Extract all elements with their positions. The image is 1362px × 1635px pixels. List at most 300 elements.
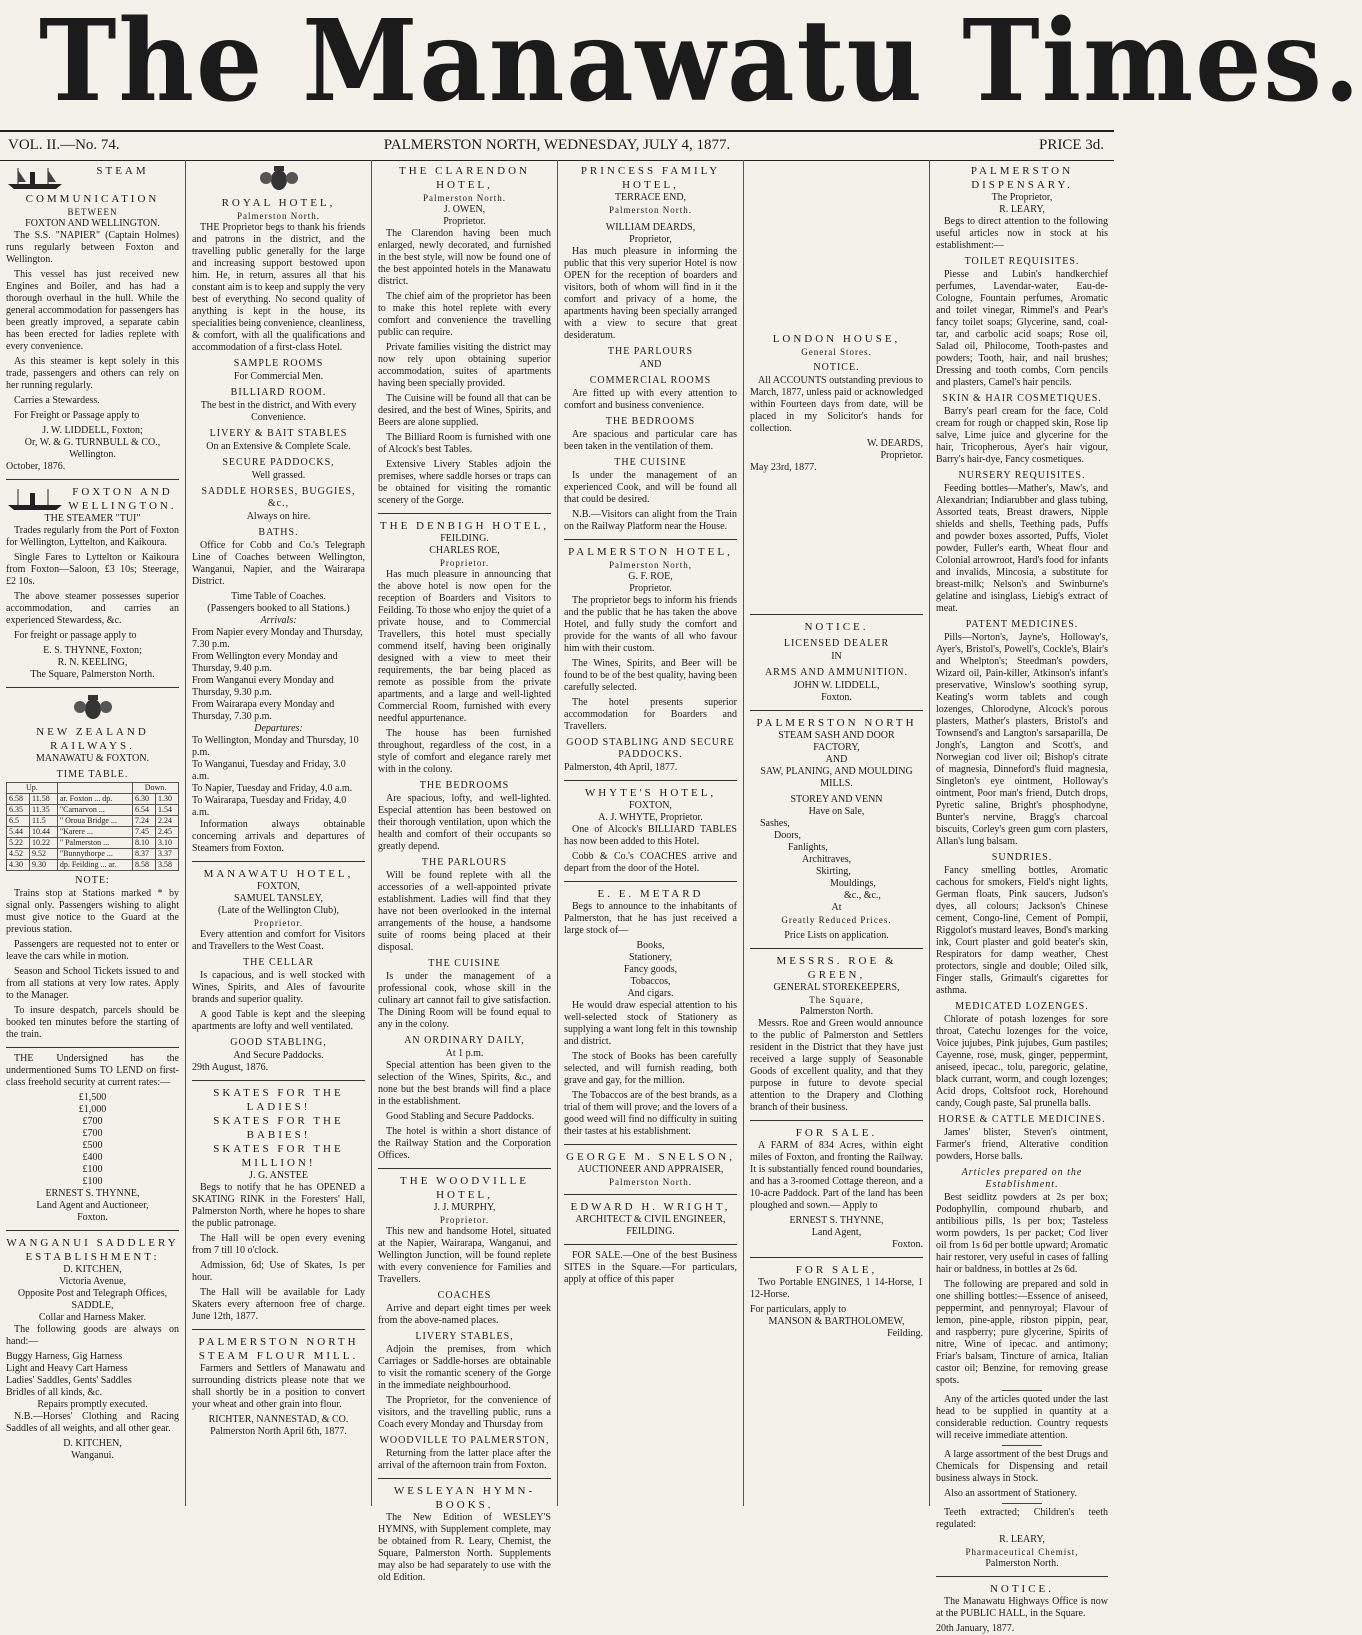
mana-place: FOXTON, — [257, 881, 300, 892]
disp-title: PALMERSTON DISPENSARY. — [970, 165, 1074, 191]
tui-p3: The above steamer possesses superior accommodation, and carries an experienced Stewardess, &c. — [6, 591, 179, 626]
1: 9.52 — [30, 849, 58, 860]
ad-business-site — [564, 1250, 737, 1286]
pns-title: PALMERSTON NORTH — [756, 717, 917, 729]
rail-sub: MANAWATU & FOXTON. — [35, 753, 150, 764]
3: Tobaccos, — [630, 976, 671, 987]
den-p4: Will be found replete with all the accessories of a well-appointed private establishment. Ladies will find that they have not been overlooked in the internal arrangements of the house, a handsome suite of rooms being placed at their disposal. — [378, 870, 551, 953]
tui-agent3: The Square, Palmerston North. — [30, 669, 155, 680]
fs2-p: Two Portable ENGINES, 1 14-Horse, 1 12-Horse. — [750, 1277, 923, 1300]
table-row — [7, 860, 179, 871]
rail-note1: Trains stop at Stations marked * by signal only. Passengers wishing to alight must give notice to the Guard at the previous station. — [6, 888, 179, 935]
ad-railways — [6, 693, 179, 1041]
pns-l2: FACTORY, — [813, 742, 860, 753]
met-p4: The Tobaccos are of the best brands, as a trial of them will prove; and the lovers of a good weed will find no difficulty in suiting their tastes at his establishment. — [564, 1090, 737, 1137]
clar-place: Palmerston North. — [423, 193, 506, 203]
wood-h3: WOODVILLE TO PALMERSTON, — [379, 1435, 550, 1446]
ad-denbigh-hotel — [378, 519, 551, 1162]
skate-p2: The Hall will be open every evening from 7 till 10 o'clock. — [192, 1233, 365, 1256]
4: And cigars. — [627, 988, 674, 999]
clar-p2: The chief aim of the proprietor has been to make this hotel replete with every comfort and convenience the travelling public can require. — [378, 291, 551, 338]
p-articles2: The following are prepared and sold in one shilling bottles:—Essence of aniseed, peppermint, and pennyroyal; Flavour of lemon, pine-apple, ribston pippin, pear, and raspberry; pure glycerine, Spirits of nitre, Wine of ipecac. and antimony; Friar's balsam, Tincture of arnica, Italian castor oil; Benzine, for removing grease spots. — [936, 1279, 1108, 1386]
place-date: PALMERSTON NORTH, WEDNESDAY, JULY 4, 1877. — [383, 137, 731, 153]
royal-crest-icon — [256, 164, 302, 194]
p-patent: Pills—Norton's, Jayne's, Holloway's, Ayer's, Bristol's, Powell's, Cockle's, Blair's and Whelpton's; Steedman's powders, Wizard oil, Pain-killer, Atkinson's infant's preservative, Winslow's soothing syrup, Keating's worm tablets and cough lozenges, Chlorodyne, Alcock's porous plasters, Mather's plasters, Bristol's and Townsend's and Langton's sarsaparilla, De Jongh's, Langton and Scott's, and Norwegian cod liver oil; Bishop's citrate of magnesia, Dinneford's fluid magnesia, Singleton's eye ointment, Holloway's ointment, Poor man's friend, Dutch drops, Pyretic saline, Bright's phosphodyne, Bunter's nervine, Bragg's charcoal biscuits, Corley's green gum corn plasters, Allan's lung balsam. — [936, 632, 1108, 847]
skate-p3: Admission, 6d; Use of Skates, 1s per hour. — [192, 1260, 365, 1283]
royal-p1: THE Proprietor begs to thank his friends and patrons in the district, and the travelling public generally for the large and increasing support bestowed upon him. He, in return, assures all that his constant aim is to keep and supply the very best of everything. No second quality of anything is kept in the house, its specialities being convenience, cleanliness, & comfort, with all the qualifications and accommodation of a first-class Hotel. — [192, 222, 365, 353]
mana-stab2: And Secure Paddocks. — [233, 1050, 324, 1061]
saddle-addr2: Opposite Post and Telegraph Offices, — [17, 1288, 168, 1299]
royal-s3b: On an Extensive & Complete Scale. — [206, 441, 351, 452]
ad-manawatu-hotel — [192, 867, 365, 1074]
royal-s2: BILLIARD ROOM. — [230, 387, 327, 398]
ad-whytes-hotel — [564, 786, 737, 875]
mana-p2: Is capacious, and is well stocked with Wines, Spirits, and Ales of favourite brands and superior quality. — [192, 970, 365, 1005]
ad-farm-for-sale — [750, 1126, 923, 1251]
ad-sash-door-factory — [750, 716, 923, 942]
clar-p3: Private families visiting the district may now rely upon obtaining superior accommodation, suites of apartments having been specially provided. — [378, 342, 551, 389]
lon-date: May 23rd, 1877. — [750, 462, 817, 473]
lon-prop: Proprietor. — [880, 450, 923, 461]
0: 6.5 — [7, 816, 30, 827]
den-h1: THE BEDROOMS — [419, 780, 510, 791]
prin-place: Palmerston North. — [609, 205, 692, 215]
den-p3: Are spacious, lofty, and well-lighted. Especial attention has been bestowed on their thorough ventilation, upon which the health and comfort of their occupants so greatly depend. — [378, 793, 551, 852]
3: Architraves, — [802, 854, 852, 865]
0: 4.52 — [7, 849, 30, 860]
ad-dispensary — [936, 164, 1108, 1570]
pns-pl: Price Lists on application. — [784, 930, 889, 941]
ad-wright-architect — [564, 1200, 737, 1238]
pns-l3: AND — [825, 754, 848, 765]
steam-date: October, 1876. — [6, 461, 66, 472]
prin-sub: TERRACE END, — [614, 192, 687, 203]
column-5 — [744, 160, 930, 1506]
2: ar. Foxton ... dp. — [57, 794, 132, 805]
table-row — [7, 849, 179, 860]
steam-p4: Carries a Stewardess. — [14, 395, 100, 406]
sne-role: AUCTIONEER AND APPRAISER, — [577, 1164, 724, 1175]
saddle-sign2: Wanganui. — [71, 1450, 114, 1461]
p-articles: Best seidlitz powders at 2s per box; Podophyllin, compound rhubarb, and antibilious pills, 1s per box; Tasteless worm powders, 1s per packet; Cod liver oil from 1s 6d per bottle upward; Aromatic hair restorer, very useful in cases of falling hair or baldness, in bottles at 2s 6d. — [936, 1192, 1108, 1275]
pns-name: STOREY AND VENN — [790, 794, 883, 805]
1: 11.58 — [30, 794, 58, 805]
h-articles: Articles prepared on the Establishment. — [961, 1167, 1083, 1190]
3: 7.24 — [132, 816, 155, 827]
royal-s2b: The best in the district, and With every Convenience. — [200, 400, 357, 423]
0: 6.58 — [7, 794, 30, 805]
mana-cellar: THE CELLAR — [243, 957, 314, 968]
mill-date: Palmerston North April 6th, 1877. — [210, 1426, 347, 1437]
fs-role: Land Agent, — [811, 1227, 862, 1238]
roe-title: MESSRS. ROE & GREEN, — [776, 955, 897, 981]
p-sundries: Fancy smelling bottles, Aromatic cachous for smokers, Field's night lights, German floats, Pink saucers, Judson's dyes, all colours; Jackson's Chinese cement, Congo-line, Cement of Pompii, Riggolot's mustard leaves, Bond's marking ink, Court plaster and gold beater's skin, Respirators for damp weather, Chest protectors, single and double; Oiled silk, Finger stalls, Grimault's cigarettes for asthma. — [936, 865, 1108, 996]
4: 3.37 — [155, 849, 178, 860]
clar-prop: Proprietor. — [443, 216, 486, 227]
4: 1.30 — [155, 794, 178, 805]
sne-title: GEORGE M. SNELSON, — [566, 1151, 735, 1163]
6: &c., &c., — [844, 890, 881, 901]
1: Doors, — [774, 830, 801, 841]
wood-h2: LIVERY STABLES, — [415, 1331, 514, 1342]
1: To Wanganui, Tuesday and Friday, 3.0 a.m. — [192, 759, 346, 782]
p-loz: Chlorate of potash lozenges for sore throat, Catechu lozenges for the voice, Voice jujubes, Pink jujubes, Gum pastiles; Cayenne, rose, musk, ginger, peppermint, aniseed, ipecac., tolu, paregoric, gelatine, black currant, worm, and cough lozenges; Acid drops, Coltsfoot rock, Horehound candy, Cough paste, Sal prunella balls. — [936, 1014, 1108, 1109]
0: 5.22 — [7, 838, 30, 849]
h-horse: HORSE & CATTLE MEDICINES. — [938, 1114, 1106, 1125]
skate-p4: The Hall will be available for Lady Skaters every afternoon free of charge. June 12th, 1877. — [192, 1287, 365, 1322]
wes-title: WESLEYAN HYMN-BOOKS. — [393, 1485, 536, 1511]
2: dp. Feilding ... ar. — [57, 860, 132, 871]
mana-name: SAMUEL TANSLEY, — [233, 893, 324, 904]
wood-p2: Arrive and depart eight times per week from the above-named places. — [378, 1303, 551, 1326]
lon-p: All ACCOUNTS outstanding previous to March, 1877, unless paid or acknowledged within Fourteen days from date, will be placed in my Solicitor's hands for collection. — [750, 375, 924, 434]
ad-flour-mill — [192, 1335, 365, 1438]
0: 6.35 — [7, 805, 30, 816]
sign-role: Pharmaceutical Chemist, — [965, 1547, 1079, 1557]
not-place: Foxton. — [821, 692, 852, 703]
fs2-apply: For particulars, apply to — [750, 1304, 847, 1315]
h-patent: PATENT MEDICINES. — [965, 619, 1079, 630]
1: £1,000 — [78, 1104, 107, 1115]
6: £100 — [82, 1164, 103, 1175]
royal-s3: LIVERY & BAIT STABLES — [209, 428, 348, 439]
n-title: NOTICE. — [989, 1583, 1055, 1595]
pns-l1: STEAM SASH AND DOOR — [778, 730, 895, 741]
ad-roe-green — [750, 954, 923, 1114]
3: 7.45 — [132, 827, 155, 838]
h-sundries: SUNDRIES. — [991, 852, 1053, 863]
tui-p2: Single Fares to Lyttelton or Kaikoura from Foxton—Saloon, £3 10s; Steerage, £2 10s. — [6, 552, 179, 587]
royal-dep: Departures: — [254, 723, 303, 734]
prin-h1b: AND — [639, 359, 662, 370]
royal-s5: SADDLE HORSES, BUGGIES, &c., — [201, 486, 356, 509]
p-drugs: A large assortment of the best Drugs and Chemicals for Dispensing and retail business always in Stock. — [936, 1449, 1108, 1484]
ad-snelson — [564, 1150, 737, 1188]
3: 8.10 — [132, 838, 155, 849]
steam-p1: The S.S. "NAPIER" (Captain Holmes) runs regularly between Foxton and Wellington. — [6, 230, 179, 265]
den-prop: Proprietor. — [439, 558, 490, 568]
h-loz: MEDICATED LOZENGES. — [955, 1001, 1089, 1012]
lend-role: Land Agent and Auctioneer, — [36, 1200, 149, 1211]
2: From Wanganui every Monday and Thursday, 9.30 p.m. — [192, 675, 334, 698]
ad-hymn-books — [378, 1484, 551, 1584]
not-title: NOTICE. — [804, 621, 869, 633]
h-toilet: TOILET REQUISITES. — [964, 256, 1080, 267]
saddle-addr4: Collar and Harness Maker. — [38, 1312, 147, 1323]
4: 2.45 — [155, 827, 178, 838]
skate-p1: Begs to notify that he has OPENED a SKATING RINK in the Foresters' Hall, Palmerston North, where he hopes to share the public patronage. — [192, 1182, 365, 1229]
royal-s5b: Always on hire. — [246, 511, 311, 522]
0: 5.44 — [7, 827, 30, 838]
saddle-repairs: Repairs promptly executed. — [37, 1399, 148, 1410]
den-p6: Special attention has been given to the selection of the Wines, Spirits, &c., and none but the best brands will find a place in the establishment. — [378, 1060, 551, 1107]
mill-title: PALMERSTON NORTH STEAM FLOUR MILL. — [198, 1336, 359, 1362]
palm-date: Palmerston, 4th April, 1877. — [564, 762, 678, 773]
0: From Napier every Monday and Thursday, 7.30 p.m. — [192, 627, 363, 650]
prin-h1c: COMMERCIAL ROOMS — [589, 375, 712, 386]
h-nursery: NURSERY REQUISITES. — [958, 470, 1086, 481]
den-h3: THE CUISINE — [428, 958, 501, 969]
saddle-addr3: SADDLE, — [71, 1300, 114, 1311]
steamship-icon — [6, 487, 66, 511]
mana-p3: A good Table is kept and the sleeping apartments are lofty and well ventilated. — [192, 1009, 365, 1032]
railway-timetable — [6, 782, 179, 871]
7: £100 — [82, 1176, 103, 1187]
why-p1: One of Alcock's BILLIARD TABLES has now been added to this Hotel. — [564, 824, 737, 847]
not-name: JOHN W. LIDDELL, — [793, 680, 880, 691]
3: 6.30 — [132, 794, 155, 805]
prin-p1: Has much pleasure in informing the public that this very superior Hotel is now OPEN for the reception of boarders and visitors, both of whom will find in it the comfort and privacy of a home, the apartments having been specially arranged with a view to secure that great desideratum. — [564, 246, 737, 341]
ad-clarendon-hotel — [378, 164, 551, 507]
ad-metard-books — [564, 887, 737, 1138]
pns-l4: SAW, PLANING, AND MOULDING MILLS. — [760, 766, 913, 789]
ad-highways-notice — [936, 1582, 1108, 1635]
royal-info: Information always obtainable concerning arrivals and departures of Steamers from Foxton. — [192, 819, 365, 854]
rail-note-h: NOTE: — [75, 875, 110, 886]
steam-p5: For Freight or Passage apply to — [14, 410, 140, 421]
palm-name: G. F. ROE, — [628, 571, 673, 582]
royal-hotel-title: ROYAL HOTEL, — [221, 197, 336, 209]
roe-place: Palmerston North. — [799, 1006, 874, 1017]
prin-h2: THE BEDROOMS — [605, 416, 696, 427]
1: 11.35 — [30, 805, 58, 816]
1: 9.30 — [30, 860, 58, 871]
0: To Wellington, Monday and Thursday, 10 p.m. — [192, 735, 359, 758]
1: 10.44 — [30, 827, 58, 838]
royal-tt-sub: (Passengers booked to all Stations.) — [207, 603, 350, 614]
den-p5: Is under the management of a professional cook, whose skill in the culinary art cannot fail to give satisfaction. The Dining Room will be found equal to any in the colony. — [378, 971, 551, 1030]
ad-london-house — [750, 332, 923, 474]
2: Ladies' Saddles, Gents' Saddles — [6, 1375, 132, 1386]
ad-royal-hotel — [192, 164, 365, 855]
den-h4: AN ORDINARY DAILY, — [404, 1035, 525, 1046]
p-nursery: Feeding bottles—Mather's, Maw's, and Alexandrian; Indiarubber and glass tubing, Assorted teats, Breast drawers, Nipple shields and shells, Teething pads, Puffs and powder boxes assorted, Puffs, Violet powder, Fuller's earth, Wheat flour and Colonial arrowroot, Hard's food for infants and invalids, Mincosia, a substitute for breast-milk; Nelson's and Swinburne's gelatine and isinglass, Liebig's extract of meat. — [936, 483, 1108, 614]
dateline — [0, 130, 1114, 161]
den-name: CHARLES ROE, — [429, 545, 500, 556]
3: 6.54 — [132, 805, 155, 816]
saddle-name: D. KITCHEN, — [63, 1264, 122, 1275]
p-toilet: Piesse and Lubin's handkerchief perfumes, Lavendar-water, Eau-de-Cologne, Fountain perfumes, Aromatic and toilet vinegar, Rimmel's and Pear's fancy toilet soaps; Glycerine, sand, coal-tar, and carbolic acid soaps; Rose oil, Salad oil, Philocome, Tooth-pastes and powders; Tooth, hair, and nail brushes; Dressing and tooth combs, Corn pencils and plasters, Camel's hair pencils. — [936, 269, 1108, 388]
fs-name: ERNEST S. THYNNE, — [789, 1215, 884, 1226]
ad-money-to-lend — [6, 1053, 179, 1224]
prin-p3: Are spacious and particular care has been taken in the ventilation of them. — [564, 429, 737, 452]
roe-sq: The Square, — [809, 995, 864, 1005]
met-title: E. E. METARD — [597, 888, 704, 900]
roe-sub: GENERAL STOREKEEPERS, — [773, 982, 900, 993]
not-h2: IN — [831, 651, 842, 662]
not-h1: LICENSED DEALER — [783, 638, 890, 649]
wood-name: J. J. MURPHY, — [433, 1202, 496, 1213]
mana-late: (Late of the Wellington Club), — [218, 905, 339, 916]
n-date: 20th January, 1877. — [936, 1623, 1015, 1634]
2: "Karere ... — [57, 827, 132, 838]
4: £500 — [82, 1140, 103, 1151]
den-place: FEILDING. — [440, 533, 489, 544]
tui-title: FOXTON AND WELLINGTON. — [68, 486, 177, 512]
den-p8: The hotel is within a short distance of the Railway Station and the Corporation Offices. — [378, 1126, 551, 1161]
denbigh-hotel-title: THE DENBIGH HOTEL, — [379, 520, 550, 532]
lon-sign: W. DEARDS, — [866, 438, 923, 449]
p-skin: Barry's pearl cream for the face, Cold cream for rough or chapped skin, Rose lip salve, Lime juice and glycerine for the hair, Tricopherous, Ayer's hair vigour, Barry's hair-dye, Fancy cosmetiques. — [936, 406, 1108, 465]
3: From Wairarapa every Monday and Thursday, 7.30 p.m. — [192, 699, 335, 722]
prin-title: PRINCESS FAMILY HOTEL, — [580, 165, 721, 191]
pns-prices: Greatly Reduced Prices. — [781, 915, 892, 925]
why-p2: Cobb & Co.'s COACHES arrive and depart from the door of the Hotel. — [564, 851, 737, 874]
railways-title: NEW ZEALAND RAILWAYS. — [36, 726, 149, 752]
fs2-place: Feilding. — [887, 1328, 923, 1339]
palm-prop: Proprietor. — [629, 583, 672, 594]
column-1 — [0, 160, 186, 1506]
wood-p3: Adjoin the premises, from which Carriages or Saddle-horses are obtainable to visit the romantic scenery of the Gorge in the immediate neighbourhood. — [378, 1344, 551, 1391]
saddle-nb: N.B.—Horses' Clothing and Racing Saddles of all weights, and all other gear. — [6, 1411, 179, 1434]
manawatu-hotel-title: MANAWATU HOTEL, — [203, 868, 354, 880]
ad-palmerston-hotel — [564, 545, 737, 774]
2: "Bunnythorpe ... — [57, 849, 132, 860]
n-p: The Manawatu Highways Office is now at the PUBLIC HALL, in the Square. — [936, 1596, 1108, 1619]
den-p2: The house has been furnished throughout, regardless of the cost, in a style of comfort and elegance rarely met with in the colony. — [378, 728, 551, 775]
price: PRICE 3d. — [1038, 137, 1104, 153]
4: 1.54 — [155, 805, 178, 816]
lend-name: ERNEST S. THYNNE, — [45, 1188, 140, 1199]
not-h3: ARMS AND AMMUNITION. — [764, 667, 909, 678]
sale-p: FOR SALE.—One of the best Business SITES in the Square.—For particulars, apply at office of this paper — [564, 1250, 737, 1285]
rail-note4: To insure despatch, parcels should be booked ten minutes before the starting of the train. — [6, 1005, 179, 1040]
tui-agent2: R. N. KEELING, — [57, 657, 128, 668]
royal-s4b: Well grassed. — [251, 470, 306, 481]
tui-agent1: E. S. THYNNE, Foxton; — [43, 645, 142, 656]
clar-name: J. OWEN, — [443, 204, 486, 215]
royal-s6: BATHS. — [258, 527, 299, 538]
steam-agent1: J. W. LIDDELL, Foxton; — [42, 425, 143, 436]
wood-p5: Returning from the latter place after the arrival of the afternoon train from Foxton. — [378, 1448, 551, 1471]
0: 4.30 — [7, 860, 30, 871]
den-p1: Has much pleasure in announcing that the above hotel is now open for the reception of Boarders and Visitors to Feilding. To those who enjoy the quiet of a private house, and to Commercial Travellers, this hotel must specially commend itself, having been originally designed with a view to meet their requirements, the bar being placed as remote as possible from the private apartments, and a large and well-lighted Commercial Room, furnished with every needful appurtenance. — [378, 569, 551, 724]
den-p7: Good Stabling and Secure Paddocks. — [386, 1111, 535, 1122]
sign-name: R. LEARY, — [999, 1534, 1045, 1545]
0: Buggy Harness, Gig Harness — [6, 1351, 123, 1362]
royal-tt: Time Table of Coaches. — [231, 591, 326, 602]
table-row — [7, 794, 179, 805]
sign-place: Palmerston North. — [985, 1558, 1059, 1569]
4: 3.58 — [155, 860, 178, 871]
0: Sashes, — [760, 818, 790, 829]
tui-p1: Trades regularly from the Port of Foxton for Wellington, Lyttelton, and Kaikoura. — [6, 525, 179, 548]
palm-p2: The Wines, Spirits, and Beer will be found to be of the best quality, having been carefully selected. — [564, 658, 737, 693]
wood-h1: COACHES — [437, 1290, 492, 1301]
column-6 — [930, 160, 1114, 1634]
0: £1,500 — [78, 1092, 107, 1103]
skate-name: J. G. ANSTEE — [249, 1170, 308, 1181]
steam-route: FOXTON AND WELLINGTON. — [25, 218, 160, 229]
fs2-title: FOR SALE, — [795, 1264, 878, 1276]
0: Books, — [636, 940, 665, 951]
wood-prop: Proprietor. — [439, 1215, 490, 1225]
wood-title: THE WOODVILLE HOTEL, — [400, 1175, 529, 1201]
royal-s1: SAMPLE ROOMS — [233, 358, 324, 369]
newspaper-title: The Manawatu Times. — [38, 0, 1362, 127]
royal-p2: Office for Cobb and Co.'s Telegraph Line of Coaches between Wellington, Wanganui, Napier, and the Wairarapa District. — [192, 540, 365, 587]
lon-sub: General Stores. — [801, 347, 872, 357]
clar-p5: The Billiard Room is furnished with one of Alcock's best Tables. — [378, 432, 551, 455]
table-row — [7, 816, 179, 827]
met-p1: Begs to announce to the inhabitants of Palmerston, that he has just received a large stock of— — [564, 901, 737, 936]
ad-saddlery — [6, 1236, 179, 1462]
loan-sums — [6, 1092, 179, 1188]
volume-number: VOL. II.—No. 74. — [8, 137, 120, 153]
steam-agent2: Or, W. & G. TURNBULL & CO., Wellington. — [24, 437, 161, 460]
den-h4b: At 1 p.m. — [445, 1048, 484, 1059]
table-row — [7, 838, 179, 849]
fs-title: FOR SALE. — [795, 1127, 878, 1139]
wood-p4: The Proprietor, for the convenience of visitors, and the travelling public, runs a Coach every Monday and Thursday from — [378, 1395, 551, 1430]
prin-prop: Proprietor, — [629, 234, 672, 245]
4: 3.10 — [155, 838, 178, 849]
mana-date: 29th August, 1876. — [192, 1062, 269, 1073]
1: Stationery, — [629, 952, 672, 963]
royal-s1b: For Commercial Men. — [233, 371, 324, 382]
tui-ship: THE STEAMER "TUI" — [44, 513, 141, 524]
3: 8.58 — [132, 860, 155, 871]
4: 2.24 — [155, 816, 178, 827]
p-teeth: Teeth extracted; Children's teeth regulated: — [936, 1507, 1108, 1530]
1: 10.22 — [30, 838, 58, 849]
den-h2: THE PARLOURS — [421, 857, 508, 868]
met-p2: He would draw especial attention to his well-selected stock of Stationery as supplying a want long felt in this township and district. — [564, 1000, 737, 1047]
p-horse: James' blister, Steven's ointment, Farmer's friend, Alterative condition powders, Horse balls. — [936, 1127, 1108, 1162]
4: Skirting, — [816, 866, 851, 877]
skate2: SKATES FOR THE BABIES! — [213, 1115, 344, 1141]
ad-princess-hotel — [564, 164, 737, 533]
mana-prop: Proprietor. — [253, 918, 304, 928]
roe-p: Messrs. Roe and Green would announce to the public of Palmerston and Settlers resident in the District that they have just received a large supply of Seasonable Goods of excellent quality, and that they purpose in future to devote special attention to the Drapery and Clothing branch of their business. — [750, 1018, 923, 1113]
why-title: WHYTE'S HOTEL, — [584, 787, 717, 799]
3: Bridles of all kinds, &c. — [6, 1387, 103, 1398]
palm-h1: GOOD STABLING AND SECURE PADDOCKS. — [566, 737, 735, 760]
ad-arms-dealer — [750, 620, 923, 704]
prin-nb: N.B.—Visitors can alight from the Train on the Railway Platform near the House. — [564, 509, 737, 532]
2: Fancy goods, — [623, 964, 678, 975]
prin-h1: THE PARLOURS — [607, 346, 694, 357]
wri-title: EDWARD H. WRIGHT, — [570, 1201, 731, 1213]
5: £400 — [82, 1152, 103, 1163]
p-assort: Also an assortment of Stationery. — [944, 1488, 1077, 1499]
rail-note3: Season and School Tickets issued to and from all stations at very low rates. Apply to the Manager. — [6, 966, 179, 1001]
saddle-addr1: Victoria Avenue, — [59, 1276, 126, 1287]
wes-p: The New Edition of WESLEY'S HYMNS, with Supplement complete, may be obtained from R. Leary, Chemist, the Square, Palmerston North. Supplements may also be had separately to use with the old Edition. — [378, 1512, 551, 1583]
fs2-name: MANSON & BARTHOLOMEW, — [768, 1316, 905, 1327]
mill-p: Farmers and Settlers of Manawatu and surrounding districts please note that we shall shortly be in a position to convert your wheat and other grain into flour. — [192, 1363, 365, 1410]
pns-have: Have on Sale, — [808, 806, 865, 817]
ad-skating-rink — [192, 1086, 365, 1323]
steam-title: STEAM COMMUNICATION — [25, 165, 160, 205]
mana-p1: Every attention and comfort for Visitors and Travellers to the West Coast. — [192, 929, 365, 952]
rail-down: Down. — [132, 783, 178, 794]
prin-name: WILLIAM DEARDS, — [605, 222, 696, 233]
ad-woodville-hotel — [378, 1174, 551, 1472]
palm-title: PALMERSTON HOTEL, — [568, 546, 733, 558]
2: " Oroua Bridge ... — [57, 816, 132, 827]
table-row — [7, 827, 179, 838]
wri-role: ARCHITECT & CIVIL ENGINEER, — [575, 1214, 726, 1225]
skate1: SKATES FOR THE LADIES! — [213, 1087, 344, 1113]
2: £700 — [82, 1116, 103, 1127]
royal-arr: Arrivals: — [260, 615, 297, 626]
clar-p1: The Clarendon having been much enlarged, newly decorated, and furnished in the best style, will now be found one of the best appointed hotels in the Manawatu district. — [378, 228, 551, 287]
h-skin: SKIN & HAIR COSMETIQUES. — [942, 393, 1102, 404]
rail-up: Up. — [7, 783, 58, 794]
rail-tt: TIME TABLE. — [56, 769, 129, 780]
mill-sign: RICHTER, NANNESTAD, & CO. — [208, 1414, 349, 1425]
